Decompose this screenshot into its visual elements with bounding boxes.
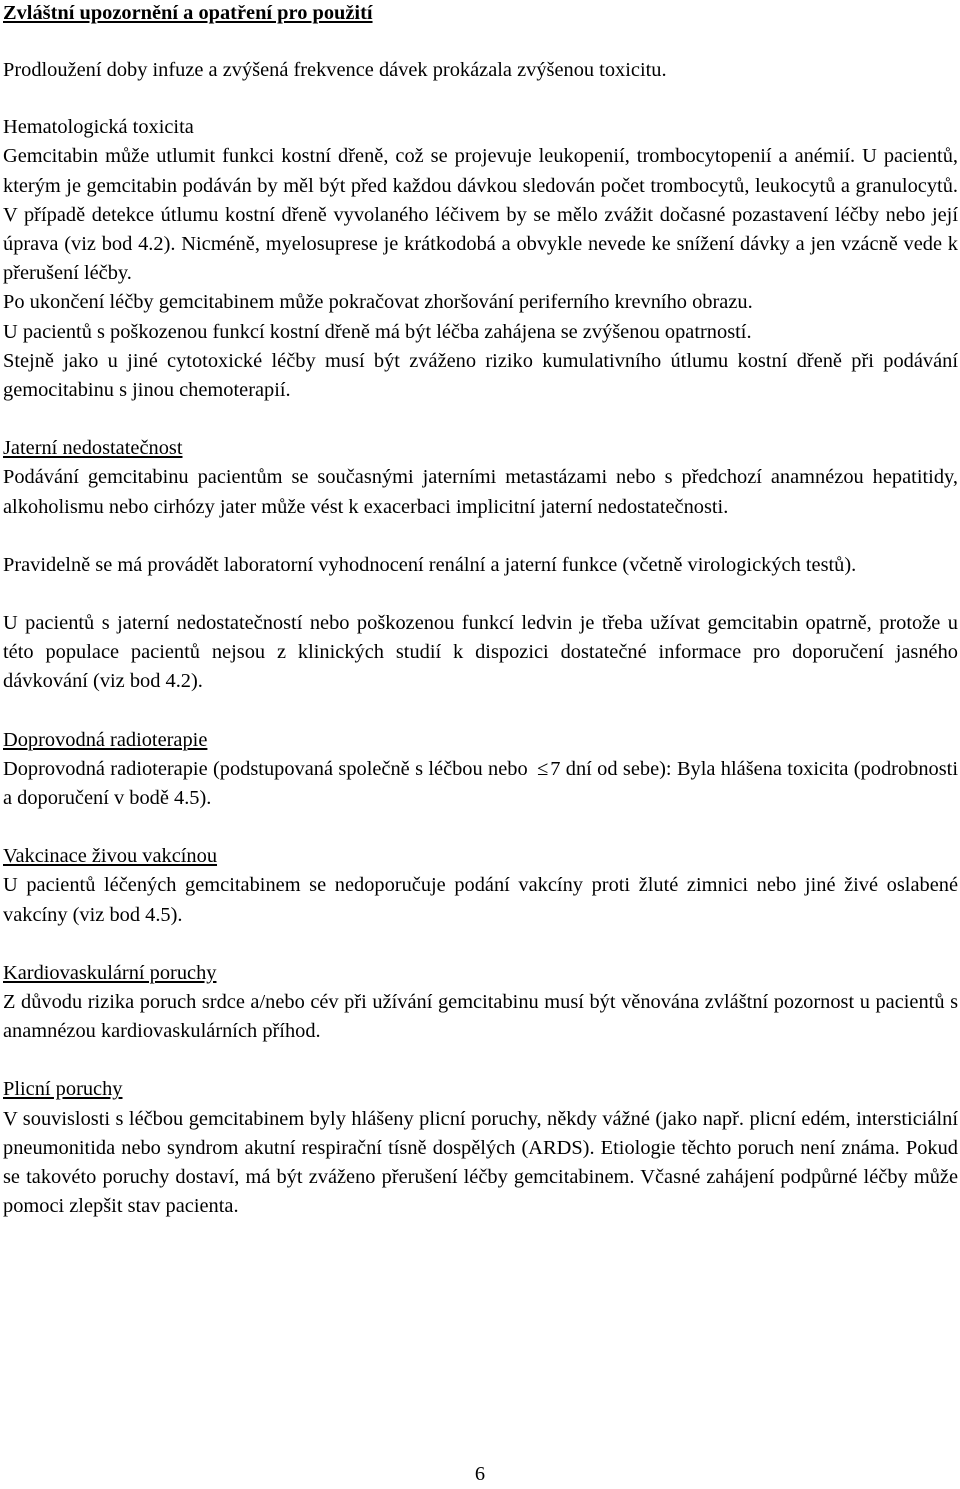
radiotherapy-heading: Doprovodná radioterapie — [3, 728, 208, 751]
vaccine-section — [3, 842, 958, 930]
hematologic-line-3: U pacientů s poškozenou funkcí kostní dřeně má být léčba zahájena se zvýšenou opatrností. — [3, 320, 752, 343]
radiotherapy-text-before: Doprovodná radioterapie (podstupovaná společně s léčbou nebo — [3, 757, 534, 780]
hepatic-section — [3, 434, 958, 696]
hepatic-paragraph: Podávání gemcitabinu pacientům se současnými jaterními metastázami nebo s předchozí anamnézou hepatitidy, alkoholismu nebo cirhózy jater může vést k exacerbaci implicitní jaterní nedostatečnosti. — [3, 466, 958, 518]
pulmonary-heading: Plicní poruchy — [3, 1078, 123, 1101]
radiotherapy-paragraph — [3, 755, 958, 813]
cardio-heading: Kardiovaskulární poruchy — [3, 961, 217, 984]
hematologic-line-4: Stejně jako u jiné cytotoxické léčby musí být zváženo riziko kumulativního útlumu kostní dřeně při podávání gemocitabinu s jinou chemoterapií. — [3, 349, 958, 402]
vaccine-heading: Vakcinace živou vakcínou — [3, 845, 218, 868]
hematologic-paragraph: Gemcitabin může utlumit funkci kostní dřeně, což se projevuje leukopenií, trombocytopenií a anémií. U pacientů, kterým je gemcitabin podáván by měl být před každou dávkou sledován počet trombocytů, leukocytů a granulocytů. V případě detekce útlumu kostní dřeně vyvolaného léčivem by se mělo zvážit dočasné pozastavení léčby nebo její úprava (viz bod 4.2). Nicméně, myelosuprese je krátkodobá a obvykle nevede ke snížení dávky a jen vzácně vede k přerušení léčby. — [3, 145, 958, 285]
vaccine-paragraph: U pacientů léčených gemcitabinem se nedoporučuje podání vakcíny proti žluté zimnici nebo jiné živé oslabené vakcíny (viz bod 4.5). — [3, 874, 958, 926]
hematologic-line-2: Po ukončení léčby gemcitabinem může pokračovat zhoršování periferního krevního obrazu. — [3, 291, 753, 314]
page-number: 6 — [474, 1463, 486, 1485]
cardio-section — [3, 959, 958, 1047]
cardio-paragraph: Z důvodu rizika poruch srdce a/nebo cév při užívání gemcitabinu musí být věnována zvláštní pozornost u pacientů s anamnézou kardiovaskulárních příhod. — [3, 991, 958, 1043]
document-page — [3, 0, 958, 1222]
hematologic-heading: Hematologická toxicita — [3, 116, 194, 139]
radiotherapy-text-after: 7 dní od sebe): Byla hlášena toxicita (podrobnosti a doporučení v bodě 4.5). — [3, 757, 958, 810]
hematologic-section — [3, 113, 958, 405]
radiotherapy-section — [3, 726, 958, 814]
less-or-equal-symbol: ≤ — [537, 757, 549, 780]
intro-paragraph: Prodloužení doby infuze a zvýšená frekvence dávek prokázala zvýšenou toxicitu. — [3, 59, 667, 81]
pulmonary-paragraph: V souvislosti s léčbou gemcitabinem byly hlášeny plicní poruchy, někdy vážné (jako např. plicní edém, intersticiální pneumonitida nebo syndrom akutní respirační tísně dospělých (ARDS). Etiologie těchto poruch není známa. Pokud se takovéto poruchy dostaví, má být zváženo přerušení léčby gemcitabinem. Včasné zahájení podpůrné léčby může pomoci zlepšit stav pacienta. — [3, 1107, 958, 1218]
hepatic-caution-paragraph: U pacientů s jaterní nedostatečností nebo poškozenou funkcí ledvin je třeba užívat gemcitabin opatrně, protože u této populace pacientů nejsou z klinických studií k dispozici dostatečné informace pro doporučení jasného dávkování (viz bod 4.2). — [3, 612, 958, 693]
pulmonary-section — [3, 1075, 958, 1221]
hepatic-monitoring-paragraph: Pravidelně se má provádět laboratorní vyhodnocení renální a jaterní funkce (včetně virologických testů). — [3, 553, 857, 576]
hepatic-heading: Jaterní nedostatečnost — [3, 437, 183, 460]
section-title: Zvláštní upozornění a opatření pro použití — [3, 2, 373, 24]
